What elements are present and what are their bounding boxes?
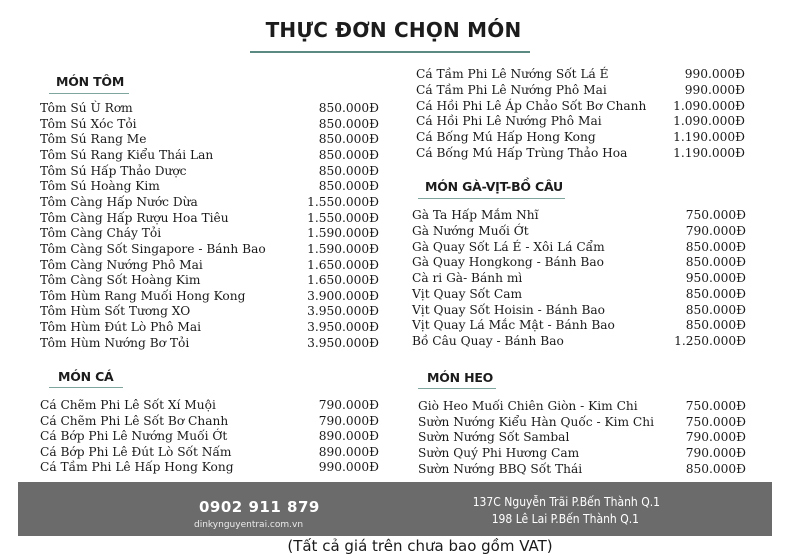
menu-item-price: 850.000Đ bbox=[685, 255, 746, 270]
menu-item-name: Tôm Càng Sốt Hoàng Kim bbox=[40, 273, 201, 288]
menu-item-name: Sườn Nướng Sốt Sambal bbox=[418, 430, 570, 445]
menu-item-name: Vịt Quay Sốt Cam bbox=[412, 286, 523, 301]
menu-item-price: 790.000Đ bbox=[685, 446, 746, 461]
menu-item-name: Tôm Sú Ù Rơm bbox=[40, 101, 133, 115]
menu-item-name: Tôm Sú Rang Me bbox=[40, 132, 147, 147]
menu-item-price: 790.000Đ bbox=[685, 430, 746, 445]
menu-item-name: Tôm Sú Hoàng Kim bbox=[40, 179, 160, 194]
section-divider-ca bbox=[49, 387, 123, 388]
menu-item-price: 850.000Đ bbox=[318, 132, 379, 147]
menu-item-price: 1.590.000Đ bbox=[307, 241, 379, 256]
menu-item-price: 890.000Đ bbox=[318, 429, 379, 444]
menu-item-price: 850.000Đ bbox=[318, 163, 379, 178]
menu-item-name: Tôm Hùm Sốt Tương XO bbox=[40, 304, 191, 319]
menu-item-price: 990.000Đ bbox=[684, 82, 745, 97]
menu-item-name: Tôm Sú Xóc Tỏi bbox=[40, 116, 137, 131]
menu-item-name: Gà Quay Hongkong - Bánh Bao bbox=[412, 255, 604, 270]
menu-item-name: Gà Ta Hấp Mắm Nhĩ bbox=[412, 208, 539, 222]
menu-item-price: 1.590.000Đ bbox=[307, 226, 379, 241]
title-divider bbox=[250, 51, 530, 53]
menu-item-price: 990.000Đ bbox=[318, 460, 379, 475]
menu-item-price: 850.000Đ bbox=[318, 147, 379, 162]
menu-item-name: Tôm Sú Rang Kiểu Thái Lan bbox=[40, 147, 214, 162]
menu-item-price: 3.950.000Đ bbox=[307, 320, 379, 335]
menu-item-name: Giò Heo Muối Chiên Giòn - Kim Chi bbox=[418, 399, 638, 413]
address-line-2: 198 Lê Lai P.Bến Thành Q.1 bbox=[491, 512, 639, 526]
menu-item-name: Tôm Hùm Rang Muối Hong Kong bbox=[40, 288, 246, 303]
menu-item-price: 1.090.000Đ bbox=[673, 98, 745, 113]
section-heading-ca: MÓN CÁ bbox=[58, 369, 114, 384]
menu-item-name: Cá Chẽm Phi Lê Sốt Xí Muội bbox=[40, 398, 216, 412]
phone-number[interactable]: 0902 911 879 bbox=[199, 498, 320, 516]
page-title: THỰC ĐƠN CHỌN MÓN bbox=[265, 18, 522, 42]
menu-item-price: 1.550.000Đ bbox=[307, 210, 379, 225]
menu-item-name: Tôm Hùm Nướng Bơ Tỏi bbox=[40, 335, 190, 350]
menu-item-price: 850.000Đ bbox=[685, 461, 746, 476]
menu-item-name: Tôm Càng Nướng Phô Mai bbox=[40, 257, 203, 272]
menu-item-name: Cá Bớp Phi Lê Nướng Muối Ớt bbox=[40, 429, 228, 444]
menu-item-price: 990.000Đ bbox=[684, 67, 745, 81]
menu-item-name: Cá Bống Mú Hấp Hong Kong bbox=[416, 130, 596, 145]
menu-item-name: Cà ri Gà- Bánh mì bbox=[412, 271, 523, 285]
menu-item-name: Cá Tầm Phi Lê Nướng Sốt Lá É bbox=[416, 67, 609, 81]
section-heading-tom: MÓN TÔM bbox=[56, 74, 125, 89]
menu-item-name: Cá Hồi Phi Lê Áp Chảo Sốt Bơ Chanh bbox=[416, 98, 647, 113]
menu-item-price: 850.000Đ bbox=[685, 302, 746, 317]
menu-item-name: Cá Tầm Phi Lê Hấp Hong Kong bbox=[40, 460, 234, 475]
footer-bar bbox=[18, 482, 772, 536]
menu-item-price: 1.650.000Đ bbox=[307, 257, 379, 272]
menu-item-price: 1.090.000Đ bbox=[673, 114, 745, 129]
menu-item-name: Cá Chẽm Phi Lê Sốt Bơ Chanh bbox=[40, 413, 229, 428]
menu-item-price: 3.900.000Đ bbox=[307, 288, 379, 303]
menu-item-name: Sườn Nướng BBQ Sốt Thái bbox=[418, 461, 583, 476]
menu-item-price: 850.000Đ bbox=[318, 116, 379, 131]
menu-item-price: 1.550.000Đ bbox=[307, 194, 379, 209]
menu-item-price: 1.190.000Đ bbox=[673, 146, 745, 160]
section-heading-ga: MÓN GÀ-VỊT-BỒ CÂU bbox=[425, 179, 564, 194]
menu-item-name: Cá Tầm Phi Lê Nướng Phô Mai bbox=[416, 82, 607, 97]
menu-item-name: Sườn Nướng Kiểu Hàn Quốc - Kim Chi bbox=[418, 414, 654, 429]
menu-item-price: 3.950.000Đ bbox=[307, 304, 379, 319]
menu-item-price: 1.250.000Đ bbox=[674, 334, 746, 348]
menu-item-name: Cá Bớp Phi Lê Đút Lò Sốt Nấm bbox=[40, 444, 232, 459]
menu-item-price: 790.000Đ bbox=[318, 413, 379, 428]
menu-item-name: Bồ Câu Quay - Bánh Bao bbox=[412, 334, 564, 348]
menu-item-price: 750.000Đ bbox=[685, 208, 746, 222]
menu-item-name: Gà Quay Sốt Lá É - Xôi Lá Cẩm bbox=[412, 239, 605, 254]
menu-item-price: 3.950.000Đ bbox=[307, 335, 379, 350]
menu-item-name: Sườn Quý Phi Hương Cam bbox=[418, 446, 580, 461]
menu-item-price: 790.000Đ bbox=[318, 398, 379, 412]
menu-item-price: 850.000Đ bbox=[318, 101, 379, 115]
menu-item-name: Gà Nướng Muối Ớt bbox=[412, 223, 529, 238]
menu-item-name: Tôm Càng Cháy Tỏi bbox=[40, 226, 162, 241]
website-link[interactable]: dinkynguyentrai.com.vn bbox=[194, 520, 304, 530]
section-divider-heo bbox=[418, 388, 496, 389]
menu-item-name: Tôm Càng Hấp Rượu Hoa Tiêu bbox=[40, 210, 229, 225]
menu-item-name: Tôm Càng Hấp Nước Dừa bbox=[40, 194, 198, 209]
menu-item-name: Tôm Hùm Đút Lò Phô Mai bbox=[40, 320, 202, 335]
menu-item-price: 850.000Đ bbox=[318, 179, 379, 194]
menu-item-price: 750.000Đ bbox=[685, 399, 746, 413]
menu-item-price: 790.000Đ bbox=[685, 223, 746, 238]
menu-item-price: 1.650.000Đ bbox=[307, 273, 379, 288]
menu-item-name: Tôm Càng Sốt Singapore - Bánh Bao bbox=[40, 241, 266, 256]
section-divider-ga bbox=[418, 198, 565, 199]
menu-item-name: Vịt Quay Sốt Hoisin - Bánh Bao bbox=[412, 302, 606, 317]
menu-item-price: 890.000Đ bbox=[318, 444, 379, 459]
address-line-1: 137C Nguyễn Trãi P.Bến Thành Q.1 bbox=[472, 495, 660, 509]
section-divider-tom bbox=[49, 93, 129, 94]
menu-item-price: 1.190.000Đ bbox=[673, 130, 745, 145]
menu-item-price: 950.000Đ bbox=[685, 271, 746, 285]
menu-item-price: 750.000Đ bbox=[685, 414, 746, 429]
menu-item-name: Cá Bống Mú Hấp Trùng Thảo Hoa bbox=[416, 146, 628, 160]
section-heading-heo: MÓN HEO bbox=[427, 370, 494, 385]
menu-item-price: 850.000Đ bbox=[685, 318, 746, 333]
menu-item-name: Cá Hồi Phi Lê Nướng Phô Mai bbox=[416, 114, 602, 129]
menu-item-price: 850.000Đ bbox=[685, 239, 746, 254]
vat-note: (Tất cả giá trên chưa bao gồm VAT) bbox=[287, 537, 553, 555]
menu-item-price: 850.000Đ bbox=[685, 286, 746, 301]
menu-item-name: Tôm Sú Hấp Thảo Dược bbox=[40, 163, 187, 178]
menu-item-name: Vịt Quay Lá Mắc Mật - Bánh Bao bbox=[412, 318, 615, 333]
